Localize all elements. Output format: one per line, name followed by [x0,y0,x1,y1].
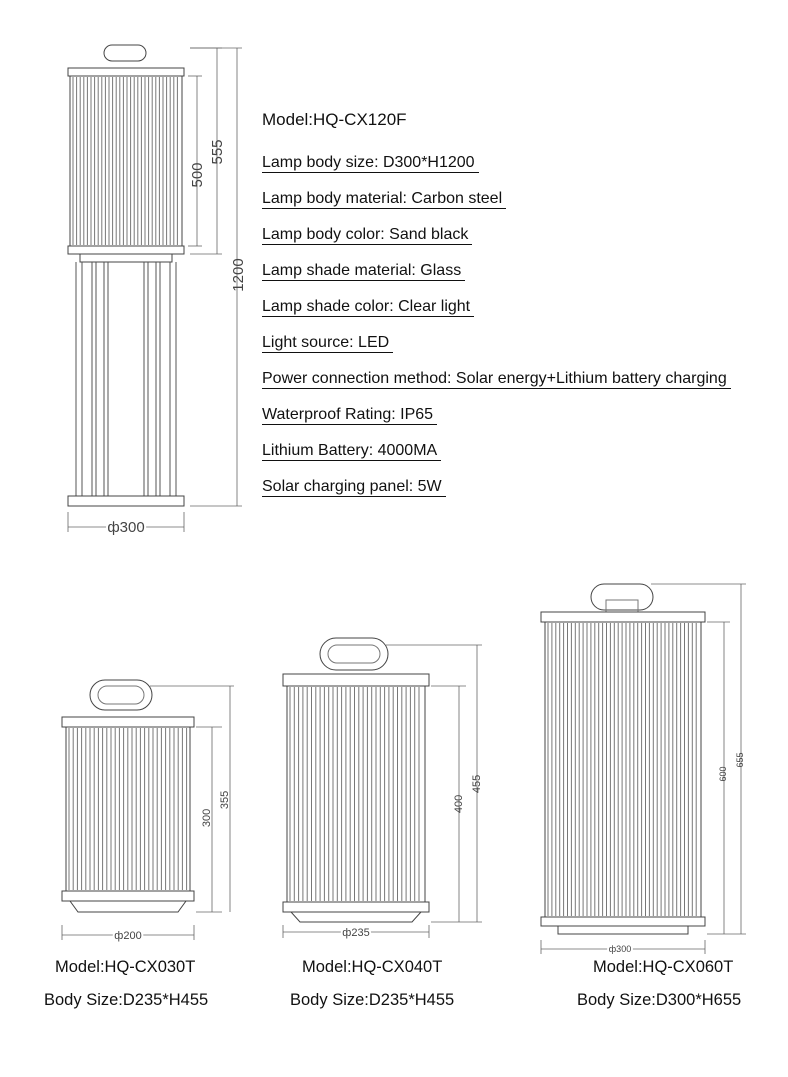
main-lamp-leg-bars [76,262,176,496]
dim-label-400: 400 [453,794,465,814]
main-lamp-base [68,496,184,506]
dim-label-455: 455 [471,774,483,794]
lamp-cx060t-top-cap [541,612,705,622]
caption-cx060t-model: Model:HQ-CX060T [593,958,734,976]
lamp-cx030t-top-cap [62,717,194,727]
dim-label-555: 555 [209,139,226,165]
dim-label-d235: ф235 [342,927,370,939]
caption-cx040t-size: Body Size:D235*H455 [290,991,455,1009]
spec-lamp-shade-color: Lamp shade color: Clear light [262,297,474,317]
spec-power-connection: Power connection method: Solar energy+Lithium battery charging [262,369,731,389]
dim-label-655: 655 [735,752,745,768]
main-lamp-drawing [68,45,184,506]
caption-cx030t-model: Model:HQ-CX030T [55,958,196,976]
spec-solar-panel: Solar charging panel: 5W [262,477,446,497]
main-lamp-top-cap [68,68,184,76]
lamp-cx030t-rods [69,728,187,890]
lamp-cx030t-handle [90,680,152,710]
spec-light-source: Light source: LED [262,333,393,353]
lamp-cx040t-handle [320,638,388,670]
dim-label-500: 500 [189,162,206,188]
caption-cx060t-size: Body Size:D300*H655 [577,991,742,1009]
main-lamp-mid-ring [68,246,184,254]
lamp-cx040t-dimension-lines [283,645,482,938]
caption-cx040t-model: Model:HQ-CX040T [302,958,443,976]
lamp-cx040t-rods [290,687,419,901]
dim-label-d300-small: ф300 [608,944,632,954]
spec-lithium-battery: Lithium Battery: 4000MA [262,441,441,461]
spec-model: Model:HQ-CX120F [262,110,407,129]
spec-lamp-body-material: Lamp body material: Carbon steel [262,189,506,209]
caption-cx030t-size: Body Size:D235*H455 [44,991,209,1009]
lamp-cx060t-handle [591,584,653,610]
lamp-cx040t-drawing [283,638,429,922]
lamp-cx060t-rods [548,623,696,916]
main-lamp-glass-rods [73,77,177,245]
dim-label-355: 355 [219,790,231,810]
spec-lamp-body-size: Lamp body size: D300*H1200 [262,153,479,173]
lamp-cx030t-base [62,891,194,901]
main-lamp-collar [80,254,172,262]
main-lamp-handle [104,45,146,61]
dim-label-1200: 1200 [230,258,247,292]
dim-label-300: 300 [201,808,213,828]
lamp-cx060t-drawing [541,584,705,934]
lamp-cx060t-base [541,917,705,926]
spec-lamp-body-color: Lamp body color: Sand black [262,225,472,245]
spec-lamp-shade-material: Lamp shade material: Glass [262,261,465,281]
dim-label-d300-main: ф300 [107,519,145,536]
spec-waterproof-rating: Waterproof Rating: IP65 [262,405,437,425]
main-lamp-shade-outline [70,76,182,246]
dim-label-600: 600 [718,766,728,782]
lamp-cx040t-base [283,902,429,912]
dim-label-d200: ф200 [114,930,142,942]
lamp-cx040t-top-cap [283,674,429,686]
lamp-cx030t-drawing [62,680,194,912]
